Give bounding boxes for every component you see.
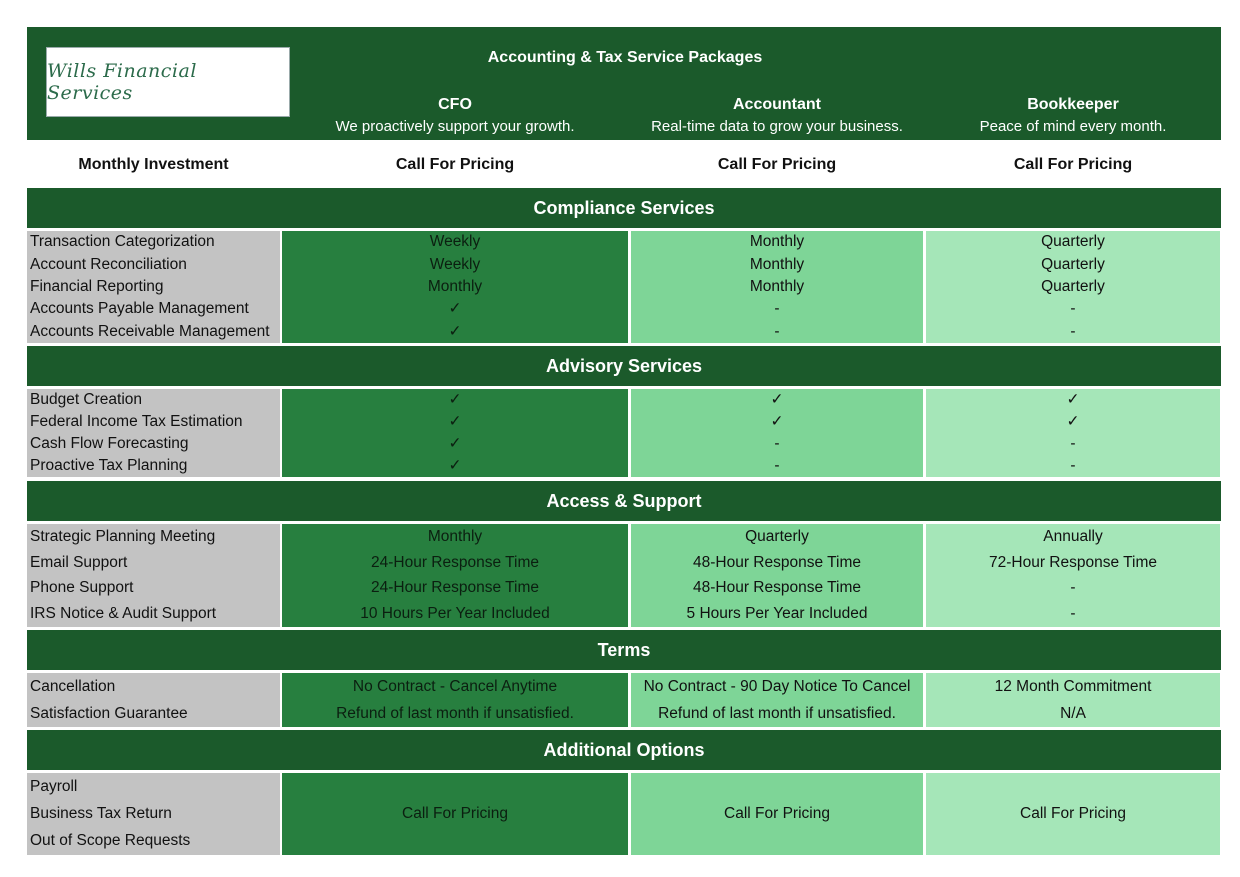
cell-value: Annually (1043, 527, 1103, 545)
row-label: Accounts Receivable Management (30, 322, 270, 340)
cell-value: 48-Hour Response Time (693, 553, 861, 571)
cell-value: 24-Hour Response Time (371, 553, 539, 571)
row-label: Cancellation (30, 677, 116, 695)
check-icon: ✓ (448, 391, 462, 408)
advisory-bookkeeper (926, 389, 1220, 477)
cell-value: - (774, 300, 780, 318)
access-bookkeeper (926, 524, 1220, 627)
row-label: Accounts Payable Management (30, 300, 249, 318)
investment-accountant: Call For Pricing (717, 156, 837, 173)
access-accountant (631, 524, 923, 627)
cell-value: 10 Hours Per Year Included (360, 605, 550, 623)
cell-value: - (1070, 457, 1076, 474)
check-icon: ✓ (1066, 391, 1080, 408)
cell-value: - (774, 322, 780, 340)
compliance-accountant (631, 231, 923, 343)
row-label: Phone Support (30, 579, 134, 597)
cell-value: 72-Hour Response Time (989, 553, 1157, 571)
row-label: Proactive Tax Planning (30, 457, 188, 474)
check-icon: ✓ (448, 457, 462, 474)
cell-value: - (1070, 579, 1076, 597)
column-name: Bookkeeper (1027, 96, 1119, 113)
terms-bookkeeper (926, 673, 1220, 727)
terms-accountant (631, 673, 923, 727)
advisory-cfo (282, 389, 628, 477)
additional-cfo: Call For Pricing (282, 773, 628, 855)
column-header-accountant (631, 94, 923, 138)
row-label: IRS Notice & Audit Support (30, 605, 217, 623)
column-header-cfo (282, 94, 628, 138)
column-name: CFO (438, 96, 472, 113)
cell-value: - (1070, 300, 1076, 318)
advisory-labels (27, 389, 280, 477)
column-name: Accountant (733, 96, 821, 113)
section-access-support: Access & Support (27, 481, 1221, 521)
cell-value: Monthly (427, 527, 483, 545)
cell-value: Weekly (429, 255, 481, 273)
investment-label: Monthly Investment (78, 156, 229, 173)
cell-value: Monthly (427, 277, 483, 295)
logo (46, 47, 290, 117)
check-icon: ✓ (770, 391, 784, 408)
access-cfo (282, 524, 628, 627)
access-labels (27, 524, 280, 627)
investment-bookkeeper: Call For Pricing (1013, 156, 1133, 173)
terms-labels (27, 673, 280, 727)
cell-value: - (774, 435, 780, 452)
check-icon: ✓ (448, 413, 462, 430)
cell-value: No Contract - 90 Day Notice To Cancel (643, 677, 911, 695)
cell-value: Monthly (749, 233, 805, 251)
terms-cfo (282, 673, 628, 727)
cell-value: Refund of last month if unsatisfied. (658, 704, 896, 722)
row-label: Strategic Planning Meeting (30, 527, 216, 545)
additional-bookkeeper: Call For Pricing (926, 773, 1220, 855)
row-label: Transaction Categorization (30, 233, 215, 251)
cell-value: Quarterly (745, 527, 809, 545)
cell-value: Monthly (749, 277, 805, 295)
row-label: Out of Scope Requests (30, 832, 191, 850)
row-label: Satisfaction Guarantee (30, 704, 188, 722)
cell-value: No Contract - Cancel Anytime (352, 677, 558, 695)
row-label: Budget Creation (30, 391, 143, 408)
cell-value: - (1070, 605, 1076, 623)
cell-value: - (774, 457, 780, 474)
check-icon: ✓ (1066, 413, 1080, 430)
cell-value: 12 Month Commitment (994, 677, 1152, 695)
column-header-bookkeeper (926, 94, 1220, 138)
cell-value: Refund of last month if unsatisfied. (336, 704, 574, 722)
check-icon: ✓ (448, 300, 462, 318)
cell-value: Weekly (429, 233, 481, 251)
row-label: Cash Flow Forecasting (30, 435, 189, 452)
cell-value: Monthly (749, 255, 805, 273)
compliance-cfo (282, 231, 628, 343)
cell-value: 5 Hours Per Year Included (686, 605, 868, 623)
cell-value: 48-Hour Response Time (693, 579, 861, 597)
section-additional-options: Additional Options (27, 730, 1221, 770)
section-compliance: Compliance Services (27, 188, 1221, 228)
investment-cfo: Call For Pricing (395, 156, 515, 173)
row-label: Payroll (30, 777, 78, 795)
check-icon: ✓ (448, 322, 462, 340)
check-icon: ✓ (770, 413, 784, 430)
row-label: Federal Income Tax Estimation (30, 413, 243, 430)
compliance-bookkeeper (926, 231, 1220, 343)
cell-value: Quarterly (1041, 233, 1105, 251)
cell-value: - (1070, 435, 1076, 452)
logo-text: Wills Financial Services (47, 60, 197, 104)
section-terms: Terms (27, 630, 1221, 670)
check-icon: ✓ (448, 435, 462, 452)
cell-value: 24-Hour Response Time (371, 579, 539, 597)
cell-value: N/A (1060, 704, 1086, 722)
row-label: Financial Reporting (30, 277, 164, 295)
additional-accountant: Call For Pricing (631, 773, 923, 855)
section-advisory: Advisory Services (27, 346, 1221, 386)
row-label: Account Reconciliation (30, 255, 187, 273)
row-label: Business Tax Return (30, 804, 172, 822)
cell-value: Quarterly (1041, 255, 1105, 273)
column-tagline: Peace of mind every month. (979, 118, 1167, 135)
column-tagline: We proactively support your growth. (335, 118, 575, 135)
compliance-labels (27, 231, 280, 343)
advisory-accountant (631, 389, 923, 477)
row-label: Email Support (30, 553, 128, 571)
cell-value: Quarterly (1041, 277, 1105, 295)
page-title: Accounting & Tax Service Packages (487, 49, 763, 66)
column-tagline: Real-time data to grow your business. (651, 118, 903, 135)
additional-labels (27, 773, 280, 855)
cell-value: - (1070, 322, 1076, 340)
